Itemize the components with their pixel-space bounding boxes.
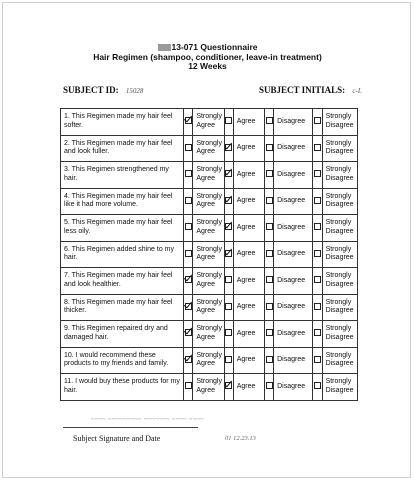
form-title: 13-071 Questionnaire <box>171 42 258 52</box>
checkbox-cell <box>313 215 322 242</box>
checkbox-cell <box>184 321 193 348</box>
option-label-disagree: Disagree <box>274 162 313 189</box>
signature-date: 01 12.23.13 <box>225 435 256 442</box>
checkbox-cell <box>184 347 193 374</box>
checkbox-cell <box>265 135 274 162</box>
option-label-agree: Agree <box>233 374 264 401</box>
option-label-disagree: Disagree <box>274 135 313 162</box>
question-row <box>61 241 358 268</box>
option-label-strongly-disagree: Strongly Disagree <box>322 241 357 268</box>
checkbox-cell <box>313 347 322 374</box>
option-label-strongly-agree: Strongly Agree <box>193 374 224 401</box>
question-row <box>61 294 358 321</box>
option-label-agree: Agree <box>233 241 264 268</box>
checkbox-agree[interactable] <box>225 170 232 177</box>
checkbox-cell <box>265 321 274 348</box>
option-label-strongly-disagree: Strongly Disagree <box>322 135 357 162</box>
option-label-disagree: Disagree <box>274 374 313 401</box>
option-label-disagree: Disagree <box>274 241 313 268</box>
checkbox-strongly-disagree[interactable] <box>314 144 321 151</box>
question-text: 8. This Regimen made my hair feel thicker. <box>61 294 184 321</box>
option-label-strongly-disagree: Strongly Disagree <box>322 347 357 374</box>
option-label-strongly-disagree: Strongly Disagree <box>322 321 357 348</box>
checkbox-cell <box>265 268 274 295</box>
checkbox-agree[interactable] <box>225 329 232 336</box>
question-row <box>61 321 358 348</box>
question-text: 3. This Regimen strengthened my hair. <box>61 162 184 189</box>
question-row <box>61 109 358 136</box>
checkbox-cell <box>265 188 274 215</box>
checkbox-strongly-disagree[interactable] <box>314 117 321 124</box>
option-label-strongly-agree: Strongly Agree <box>193 188 224 215</box>
checkbox-cell <box>184 135 193 162</box>
question-text: 9. This Regimen repaired dry and damaged hair. <box>61 321 184 348</box>
checkbox-agree[interactable] <box>225 117 232 124</box>
questionnaire-page <box>2 2 411 478</box>
checkbox-agree[interactable] <box>225 197 232 204</box>
question-row <box>61 374 358 401</box>
checkbox-disagree[interactable] <box>266 329 273 336</box>
checkbox-disagree[interactable] <box>266 250 273 257</box>
checkbox-cell <box>224 162 233 189</box>
option-label-disagree: Disagree <box>274 109 313 136</box>
checkbox-cell <box>184 294 193 321</box>
checkbox-strongly-agree[interactable] <box>185 223 192 230</box>
checkbox-cell <box>184 374 193 401</box>
option-label-strongly-agree: Strongly Agree <box>193 162 224 189</box>
checkbox-disagree[interactable] <box>266 303 273 310</box>
checkbox-cell <box>313 188 322 215</box>
checkbox-cell <box>265 162 274 189</box>
checkbox-cell <box>265 347 274 374</box>
option-label-agree: Agree <box>233 268 264 295</box>
question-row <box>61 135 358 162</box>
subject-id-field <box>63 85 143 95</box>
checkbox-cell <box>224 188 233 215</box>
checkbox-disagree[interactable] <box>266 197 273 204</box>
question-text: 6. This Regimen added shine to my hair. <box>61 241 184 268</box>
checkbox-strongly-disagree[interactable] <box>314 170 321 177</box>
checkbox-disagree[interactable] <box>266 356 273 363</box>
option-label-strongly-agree: Strongly Agree <box>193 109 224 136</box>
subject-id-value: 15028 <box>125 87 144 95</box>
option-label-agree: Agree <box>233 347 264 374</box>
subject-initials-value: c-L <box>352 87 362 95</box>
option-label-strongly-disagree: Strongly Disagree <box>322 162 357 189</box>
checkbox-cell <box>313 268 322 295</box>
question-text: 1. This Regimen made my hair feel softer. <box>61 109 184 136</box>
option-label-strongly-agree: Strongly Agree <box>193 135 224 162</box>
question-text: 4. This Regimen made my hair feel like it had more volume. <box>61 188 184 215</box>
checkbox-disagree[interactable] <box>266 382 273 389</box>
checkbox-cell <box>184 215 193 242</box>
subject-initials-field <box>259 85 362 95</box>
option-label-disagree: Disagree <box>274 347 313 374</box>
questionnaire-table <box>60 108 358 401</box>
option-label-strongly-disagree: Strongly Disagree <box>322 294 357 321</box>
subject-id-label: SUBJECT ID: <box>63 85 119 95</box>
checkbox-strongly-disagree[interactable] <box>314 329 321 336</box>
redacted-study-code <box>158 44 171 51</box>
checkbox-agree[interactable] <box>225 144 232 151</box>
signature-line <box>63 427 198 428</box>
checkbox-agree[interactable] <box>225 382 232 389</box>
checkbox-strongly-agree[interactable] <box>185 117 192 124</box>
checkbox-strongly-agree[interactable] <box>185 197 192 204</box>
checkbox-strongly-disagree[interactable] <box>314 382 321 389</box>
question-text: 11. I would buy these products for my hair. <box>61 374 184 401</box>
checkbox-agree[interactable] <box>225 276 232 283</box>
question-text: 2. This Regimen made my hair feel and look fuller. <box>61 135 184 162</box>
option-label-agree: Agree <box>233 162 264 189</box>
checkbox-cell <box>313 321 322 348</box>
option-label-agree: Agree <box>233 109 264 136</box>
checkbox-strongly-disagree[interactable] <box>314 250 321 257</box>
checkbox-disagree[interactable] <box>266 223 273 230</box>
checkbox-cell <box>224 215 233 242</box>
form-duration: 12 Weeks <box>188 61 227 71</box>
option-label-strongly-disagree: Strongly Disagree <box>322 215 357 242</box>
question-row <box>61 188 358 215</box>
option-label-agree: Agree <box>233 215 264 242</box>
option-label-strongly-disagree: Strongly Disagree <box>322 109 357 136</box>
checkbox-agree[interactable] <box>225 250 232 257</box>
option-label-disagree: Disagree <box>274 215 313 242</box>
checkbox-cell <box>313 135 322 162</box>
checkbox-cell <box>184 188 193 215</box>
checkbox-strongly-disagree[interactable] <box>314 276 321 283</box>
question-row <box>61 215 358 242</box>
checkbox-cell <box>313 374 322 401</box>
checkbox-cell <box>224 321 233 348</box>
option-label-disagree: Disagree <box>274 294 313 321</box>
checkbox-agree[interactable] <box>225 356 232 363</box>
option-label-agree: Agree <box>233 188 264 215</box>
checkbox-agree[interactable] <box>225 303 232 310</box>
checkbox-strongly-disagree[interactable] <box>314 223 321 230</box>
option-label-agree: Agree <box>233 321 264 348</box>
form-subtitle: Hair Regimen (shampoo, conditioner, leave-in treatment) <box>93 51 322 62</box>
checkbox-strongly-agree[interactable] <box>185 329 192 336</box>
checkbox-strongly-disagree[interactable] <box>314 356 321 363</box>
checkbox-cell <box>265 294 274 321</box>
option-label-disagree: Disagree <box>274 268 313 295</box>
checkbox-strongly-agree[interactable] <box>185 250 192 257</box>
option-label-agree: Agree <box>233 135 264 162</box>
checkbox-disagree[interactable] <box>266 144 273 151</box>
checkbox-cell <box>313 241 322 268</box>
question-row <box>61 268 358 295</box>
checkbox-disagree[interactable] <box>266 117 273 124</box>
checkbox-cell <box>184 109 193 136</box>
option-label-agree: Agree <box>233 294 264 321</box>
option-label-strongly-disagree: Strongly Disagree <box>322 374 357 401</box>
checkbox-strongly-agree[interactable] <box>185 356 192 363</box>
option-label-disagree: Disagree <box>274 321 313 348</box>
question-text: 10. I would recommend these products to my friends and family. <box>61 347 184 374</box>
checkbox-agree[interactable] <box>225 223 232 230</box>
checkbox-strongly-agree[interactable] <box>185 303 192 310</box>
option-label-disagree: Disagree <box>274 188 313 215</box>
checkbox-cell <box>224 347 233 374</box>
checkbox-strongly-disagree[interactable] <box>314 197 321 204</box>
form-header <box>3 43 412 72</box>
checkbox-cell <box>224 109 233 136</box>
option-label-strongly-disagree: Strongly Disagree <box>322 188 357 215</box>
checkbox-disagree[interactable] <box>266 276 273 283</box>
checkbox-strongly-disagree[interactable] <box>314 303 321 310</box>
question-row <box>61 347 358 374</box>
checkbox-cell <box>184 268 193 295</box>
checkbox-cell <box>265 215 274 242</box>
checkbox-strongly-agree[interactable] <box>185 144 192 151</box>
checkbox-cell <box>265 109 274 136</box>
checkbox-cell <box>265 374 274 401</box>
checkbox-cell <box>184 241 193 268</box>
checkbox-strongly-agree[interactable] <box>185 170 192 177</box>
subject-initials-label: SUBJECT INITIALS: <box>259 85 346 95</box>
question-text: 7. This Regimen made my hair feel and look healthier. <box>61 268 184 295</box>
option-label-strongly-agree: Strongly Agree <box>193 241 224 268</box>
checkbox-strongly-agree[interactable] <box>185 276 192 283</box>
option-label-strongly-disagree: Strongly Disagree <box>322 268 357 295</box>
option-label-strongly-agree: Strongly Agree <box>193 215 224 242</box>
signature-label: Subject Signature and Date <box>73 434 161 443</box>
checkbox-cell <box>265 241 274 268</box>
question-row <box>61 162 358 189</box>
option-label-strongly-agree: Strongly Agree <box>193 268 224 295</box>
option-label-strongly-agree: Strongly Agree <box>193 347 224 374</box>
checkbox-cell <box>224 241 233 268</box>
checkbox-cell <box>313 109 322 136</box>
checkbox-cell <box>313 162 322 189</box>
checkbox-cell <box>224 268 233 295</box>
question-text: 5. This Regimen made my hair feel less oily. <box>61 215 184 242</box>
checkbox-cell <box>224 374 233 401</box>
checkbox-strongly-agree[interactable] <box>185 382 192 389</box>
option-label-strongly-agree: Strongly Agree <box>193 294 224 321</box>
checkbox-cell <box>224 135 233 162</box>
checkbox-disagree[interactable] <box>266 170 273 177</box>
signature-scribble: ~~~~ ~~~~~~~~~ ~~~~~~~ ~~~~ ~~~~ <box>91 417 204 423</box>
checkbox-cell <box>184 162 193 189</box>
checkbox-cell <box>224 294 233 321</box>
option-label-strongly-agree: Strongly Agree <box>193 321 224 348</box>
checkbox-cell <box>313 294 322 321</box>
